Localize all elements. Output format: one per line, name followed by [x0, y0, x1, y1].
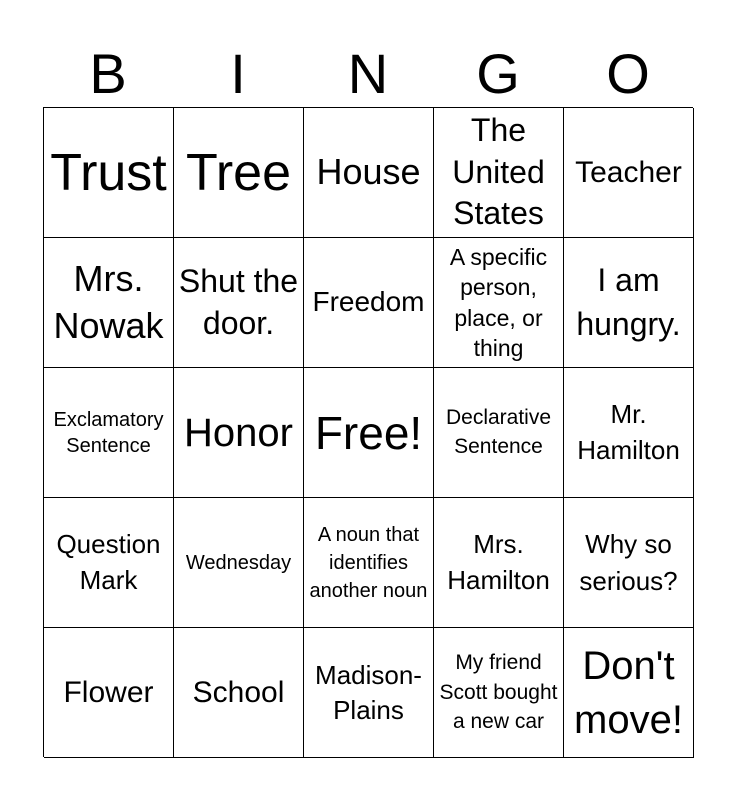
bingo-cell[interactable]	[564, 628, 694, 758]
bingo-cell[interactable]	[564, 108, 694, 238]
bingo-cell[interactable]	[174, 368, 304, 498]
header-letter-n: N	[347, 42, 389, 105]
bingo-cell[interactable]	[434, 108, 564, 238]
header-letter-i: I	[230, 42, 246, 105]
cell-text: My friend Scott bought a new car	[439, 650, 558, 734]
bingo-cell[interactable]	[304, 498, 434, 628]
cell-text: Why so serious?	[579, 528, 678, 596]
header-letter-o: O	[606, 42, 650, 105]
bingo-cell[interactable]	[174, 498, 304, 628]
bingo-cell[interactable]	[44, 108, 174, 238]
cell-text: Teacher	[575, 155, 682, 189]
cell-text: Freedom	[312, 286, 425, 318]
cell-text: Mrs. Nowak	[53, 258, 164, 346]
cell-text: House	[316, 151, 421, 193]
bingo-cell[interactable]	[44, 238, 174, 368]
cell-text: The United States	[452, 112, 545, 232]
cell-text: Flower	[63, 675, 154, 709]
bingo-cell[interactable]	[434, 498, 564, 628]
cell-text: A specific person, place, or thing	[449, 243, 548, 361]
bingo-cell[interactable]	[434, 368, 564, 498]
cell-text: Free!	[314, 406, 423, 459]
bingo-cell[interactable]	[174, 628, 304, 758]
cell-text: Madison-Plains	[315, 660, 422, 725]
cell-text: Mrs. Hamilton	[447, 528, 550, 595]
cell-text: A noun that identifies another noun	[309, 523, 428, 602]
bingo-cell[interactable]	[434, 628, 564, 758]
bingo-cell[interactable]	[564, 368, 694, 498]
bingo-cell[interactable]	[174, 108, 304, 238]
cell-text: Shut the door.	[178, 262, 299, 341]
bingo-cell[interactable]	[304, 238, 434, 368]
cell-text: Wednesday	[185, 551, 292, 574]
cell-text: Question Mark	[56, 528, 161, 595]
cell-text: I am hungry.	[576, 262, 681, 342]
bingo-cell[interactable]	[564, 238, 694, 368]
cell-text: Exclamatory Sentence	[53, 408, 164, 457]
bingo-header	[43, 40, 693, 108]
bingo-cell[interactable]	[174, 238, 304, 368]
header-letter-g: G	[476, 42, 520, 105]
cell-text: School	[192, 675, 285, 709]
cell-text: Declarative Sentence	[445, 406, 552, 458]
cell-text: Mr. Hamilton	[577, 398, 680, 465]
bingo-cell[interactable]	[304, 368, 434, 498]
bingo-cell[interactable]	[44, 628, 174, 758]
cell-text: Tree	[186, 143, 291, 202]
cell-text: Don't move!	[574, 643, 683, 742]
bingo-board	[43, 107, 693, 757]
cell-text: Trust	[50, 143, 167, 202]
bingo-cell[interactable]	[304, 628, 434, 758]
bingo-cell[interactable]	[434, 238, 564, 368]
bingo-cell[interactable]	[564, 498, 694, 628]
bingo-cell[interactable]	[304, 108, 434, 238]
bingo-cell[interactable]	[44, 498, 174, 628]
header-letter-b: B	[89, 42, 127, 105]
cell-text: Honor	[184, 410, 293, 455]
bingo-cell[interactable]	[44, 368, 174, 498]
